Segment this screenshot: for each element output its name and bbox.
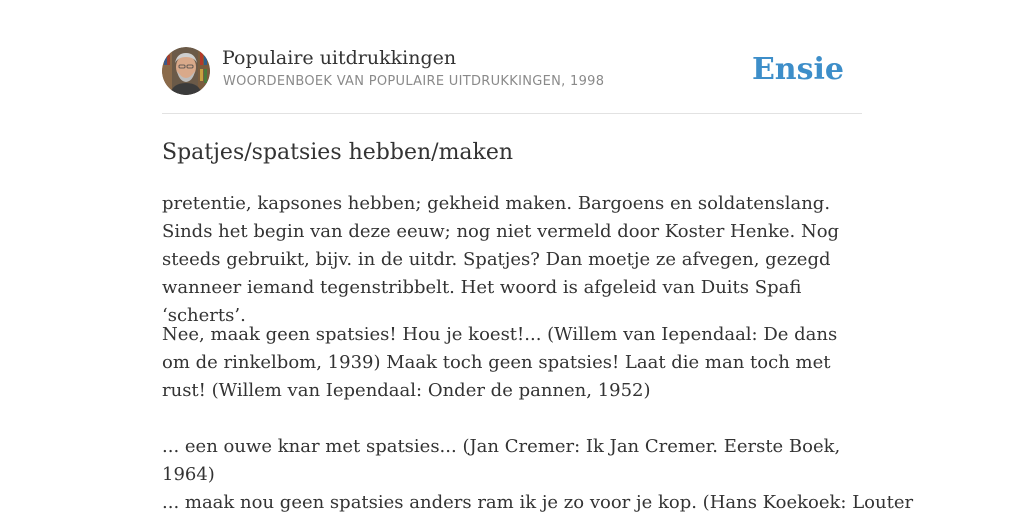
entry-title: Spatjes/spatsies hebben/maken [162,140,514,165]
entry-quote: ... maak nou geen spatsies anders ram ik je zo voor je kop. (Hans Koekoek: Louter [162,492,914,513]
source-subtitle: WOORDENBOEK VAN POPULAIRE UITDRUKKINGEN, 1998 [223,74,605,89]
source-header [162,46,862,96]
page [162,0,914,513]
brand-logo-link[interactable]: Ensie [751,52,844,87]
author-portrait-icon[interactable] [162,47,210,95]
source-title[interactable]: Populaire uitdrukkingen [222,47,457,69]
header-divider [162,113,862,114]
entry-definition: pretentie, kapsones hebben; gekheid maken. Bargoens en soldatenslang. Sinds het begin van deze eeuw; nog niet vermeld door Koster Henke. Nog steeds gebruikt, bijv. in de uitdr. Spatjes? Dan moetje ze afvegen, gezegd wanneer iemand tegenstribbelt. Het woord is afgeleid van Duits Spafi ‘scherts’. [162,193,840,326]
entry-quote: ... een ouwe knar met spatsies... (Jan Cremer: Ik Jan Cremer. Eerste Boek, 1964) [162,436,841,485]
entry-quote: Nee, maak geen spatsies! Hou je koest!... (Willem van Iependaal: De dans om de rinkelbom, 1939) Maak toch geen spatsies! Laat die man toch met rust! (Willem van Iependaal: Onder de pannen, 1952) [162,324,838,401]
